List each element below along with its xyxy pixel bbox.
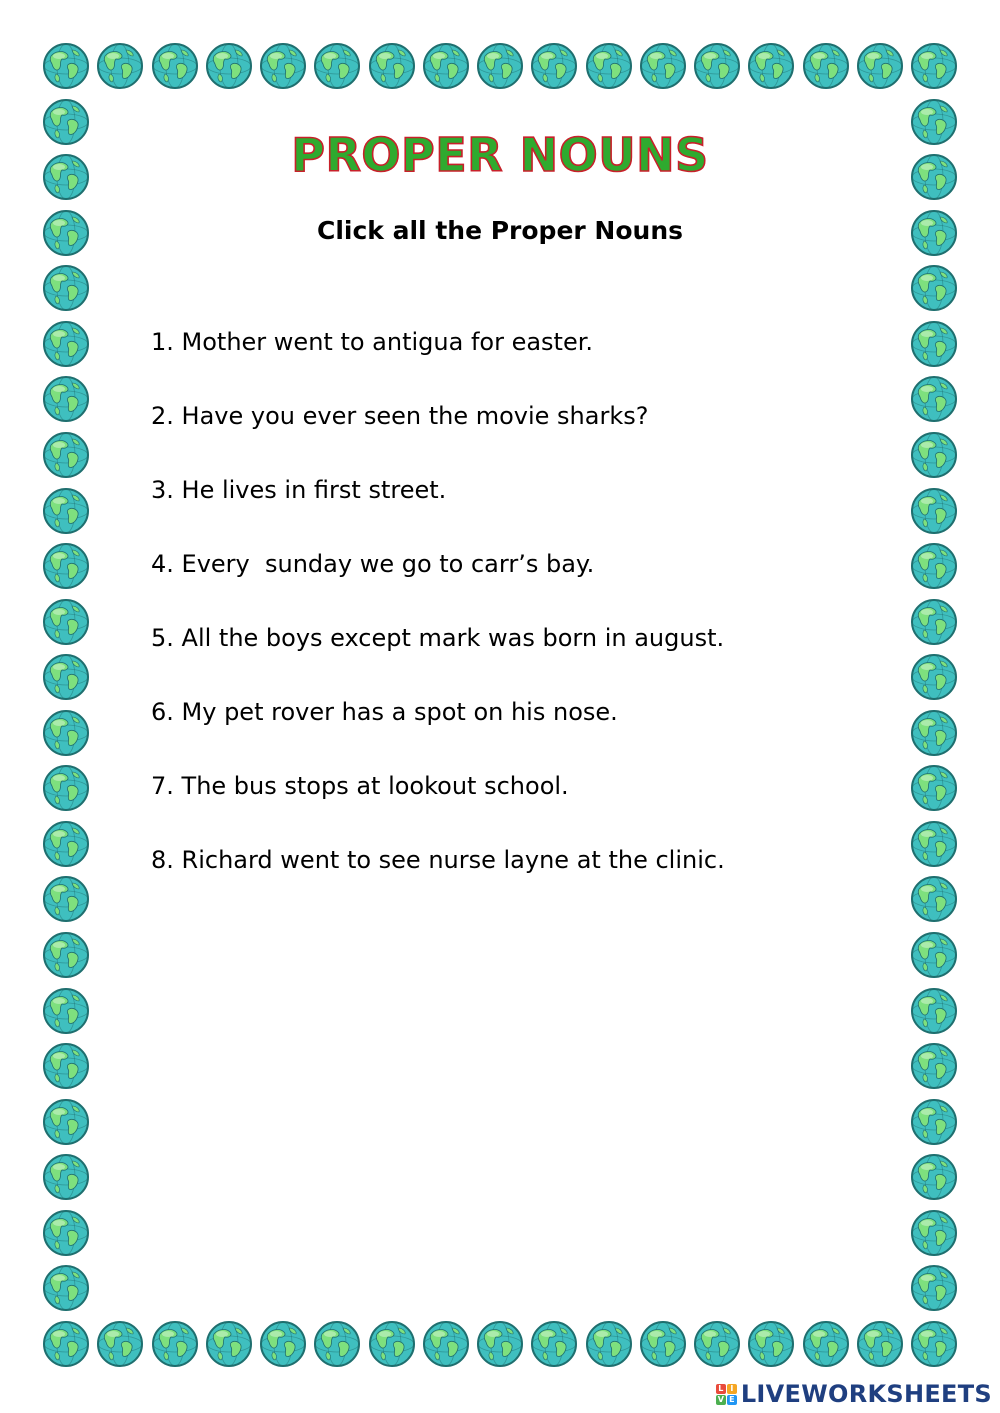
- globe-icon: [910, 709, 958, 757]
- globe-icon: [476, 1320, 524, 1368]
- logo-mark-letter: E: [727, 1395, 737, 1405]
- logo-mark-letter: I: [727, 1384, 737, 1394]
- liveworksheets-logo-mark: [716, 1384, 737, 1405]
- globe-icon: [910, 375, 958, 423]
- globe-icon: [42, 764, 90, 812]
- globe-icon: [856, 1320, 904, 1368]
- globe-icon: [910, 264, 958, 312]
- globe-icon: [422, 42, 470, 90]
- sentence-2[interactable]: 2. Have you ever seen the movie sharks?: [151, 402, 649, 430]
- globe-icon: [693, 42, 741, 90]
- globe-icon: [802, 1320, 850, 1368]
- globe-icon: [639, 1320, 687, 1368]
- globe-icon: [42, 1264, 90, 1312]
- globe-icon: [259, 42, 307, 90]
- sentence-8[interactable]: 8. Richard went to see nurse layne at the clinic.: [151, 846, 725, 874]
- globe-icon: [42, 653, 90, 701]
- globe-icon: [910, 487, 958, 535]
- sentence-6[interactable]: 6. My pet rover has a spot on his nose.: [151, 698, 618, 726]
- sentence-3[interactable]: 3. He lives in first street.: [151, 476, 447, 504]
- globe-icon: [42, 1209, 90, 1257]
- globe-icon: [42, 542, 90, 590]
- globe-icon: [42, 320, 90, 368]
- globe-icon: [368, 42, 416, 90]
- globe-icon: [910, 931, 958, 979]
- globe-icon: [42, 875, 90, 923]
- globe-icon: [910, 1209, 958, 1257]
- globe-icon: [205, 42, 253, 90]
- globe-icon: [910, 431, 958, 479]
- globe-icon: [530, 42, 578, 90]
- instruction-text: Click all the Proper Nouns: [316, 216, 684, 245]
- logo-mark-letter: L: [716, 1384, 726, 1394]
- globe-icon: [259, 1320, 307, 1368]
- globe-icon: [856, 42, 904, 90]
- globe-icon: [910, 1153, 958, 1201]
- globe-icon: [42, 487, 90, 535]
- globe-icon: [910, 1098, 958, 1146]
- globe-icon: [693, 1320, 741, 1368]
- globe-icon: [910, 875, 958, 923]
- globe-icon: [42, 598, 90, 646]
- globe-icon: [910, 1042, 958, 1090]
- globe-icon: [42, 820, 90, 868]
- globe-icon: [910, 1264, 958, 1312]
- liveworksheets-logo-text: LIVEWORKSHEETS: [740, 1380, 992, 1408]
- globe-icon: [910, 820, 958, 868]
- globe-icon: [42, 431, 90, 479]
- globe-icon: [42, 931, 90, 979]
- globe-icon: [96, 42, 144, 90]
- globe-icon: [747, 42, 795, 90]
- globe-icon: [96, 1320, 144, 1368]
- globe-icon: [368, 1320, 416, 1368]
- globe-icon: [910, 598, 958, 646]
- globe-icon: [151, 42, 199, 90]
- globe-icon: [910, 987, 958, 1035]
- globe-icon: [42, 709, 90, 757]
- globe-icon: [585, 1320, 633, 1368]
- sentence-5[interactable]: 5. All the boys except mark was born in august.: [151, 624, 725, 652]
- globe-icon: [42, 42, 90, 90]
- sentence-1[interactable]: 1. Mother went to antigua for easter.: [151, 328, 594, 356]
- globe-icon: [476, 42, 524, 90]
- sentence-list: [151, 324, 725, 916]
- globe-icon: [747, 1320, 795, 1368]
- globe-icon: [42, 987, 90, 1035]
- sentence-7[interactable]: 7. The bus stops at lookout school.: [151, 772, 569, 800]
- globe-icon: [151, 1320, 199, 1368]
- liveworksheets-logo: [716, 1379, 992, 1409]
- globe-icon: [802, 42, 850, 90]
- globe-icon: [42, 1042, 90, 1090]
- globe-icon: [42, 264, 90, 312]
- globe-icon: [42, 1320, 90, 1368]
- globe-icon: [910, 653, 958, 701]
- globe-icon: [42, 375, 90, 423]
- globe-icon: [530, 1320, 578, 1368]
- globe-icon: [42, 1153, 90, 1201]
- globe-icon: [205, 1320, 253, 1368]
- globe-icon: [639, 42, 687, 90]
- globe-icon: [313, 1320, 361, 1368]
- logo-mark-letter: V: [717, 1394, 724, 1404]
- globe-icon: [910, 1320, 958, 1368]
- globe-icon: [422, 1320, 470, 1368]
- globe-icon: [910, 320, 958, 368]
- globe-icon: [585, 42, 633, 90]
- globe-icon: [910, 764, 958, 812]
- globe-icon: [910, 42, 958, 90]
- page-title: PROPER NOUNS: [291, 128, 709, 182]
- globe-icon: [910, 542, 958, 590]
- globe-icon: [313, 42, 361, 90]
- globe-icon: [42, 1098, 90, 1146]
- sentence-4[interactable]: 4. Every sunday we go to carr’s bay.: [151, 550, 595, 578]
